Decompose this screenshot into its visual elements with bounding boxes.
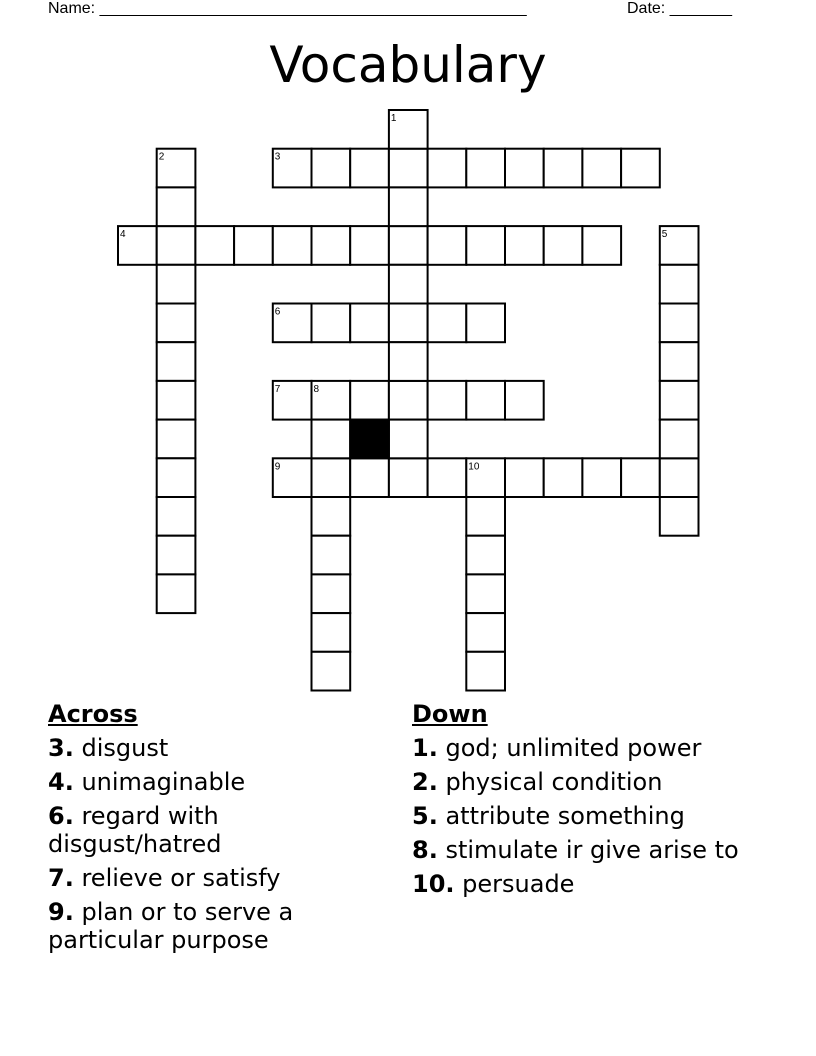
clue-text: plan or to serve a particular purpose	[48, 898, 294, 954]
clue-number: 10.	[412, 870, 455, 898]
grid-cell[interactable]	[389, 381, 428, 420]
across-clue	[48, 864, 388, 892]
grid-cell[interactable]	[582, 149, 621, 188]
grid-cell[interactable]	[389, 342, 428, 381]
grid-cell[interactable]	[505, 149, 544, 188]
grid-cell[interactable]	[157, 381, 196, 420]
grid-cell[interactable]	[389, 304, 428, 343]
grid-cell[interactable]	[157, 342, 196, 381]
grid-cell[interactable]	[350, 149, 389, 188]
grid-cell[interactable]	[428, 149, 467, 188]
clue-number: 4.	[48, 768, 74, 796]
grid-cell[interactable]	[466, 149, 505, 188]
grid-cell[interactable]	[466, 497, 505, 536]
grid-cell[interactable]	[157, 458, 196, 497]
grid-cell[interactable]	[389, 187, 428, 226]
grid-cell[interactable]	[312, 420, 351, 459]
clue-text: stimulate ir give arise to	[445, 836, 739, 864]
grid-cell[interactable]	[312, 497, 351, 536]
black-cell	[350, 420, 389, 459]
grid-cell[interactable]	[350, 304, 389, 343]
grid-cell[interactable]	[234, 226, 273, 265]
grid-cell[interactable]	[389, 226, 428, 265]
grid-cell[interactable]	[466, 226, 505, 265]
clue-text: disgust	[81, 734, 169, 762]
clue-number: 5.	[412, 802, 438, 830]
grid-cell[interactable]	[312, 574, 351, 613]
clue-text: unimaginable	[81, 768, 246, 796]
across-clue	[48, 802, 388, 858]
grid-cell[interactable]	[157, 187, 196, 226]
grid-cell[interactable]	[389, 458, 428, 497]
down-clue	[412, 734, 752, 762]
grid-cell[interactable]	[157, 574, 196, 613]
clue-number: 1.	[412, 734, 438, 762]
grid-cell[interactable]	[312, 304, 351, 343]
grid-cell[interactable]	[157, 536, 196, 575]
cell-number: 9	[274, 461, 281, 473]
grid-cell[interactable]	[466, 536, 505, 575]
clue-text: regard with disgust/hatred	[48, 802, 222, 858]
page-title: Vocabulary	[269, 36, 547, 94]
grid-cell[interactable]	[350, 381, 389, 420]
down-heading: Down	[412, 700, 488, 728]
grid-cell[interactable]	[157, 226, 196, 265]
clue-text: physical condition	[445, 768, 663, 796]
grid-cell[interactable]	[466, 652, 505, 691]
grid-cell[interactable]	[312, 226, 351, 265]
grid-cell[interactable]	[312, 536, 351, 575]
down-clue	[412, 768, 752, 796]
clue-number: 8.	[412, 836, 438, 864]
cell-number: 6	[274, 306, 281, 318]
grid-cell[interactable]	[389, 149, 428, 188]
clue-number: 6.	[48, 802, 74, 830]
grid-cell[interactable]	[660, 304, 699, 343]
down-clue	[412, 870, 752, 898]
cell-number: 3	[274, 151, 281, 163]
cell-number: 8	[313, 383, 320, 395]
grid-cell[interactable]	[544, 458, 583, 497]
across-clue	[48, 734, 388, 762]
down-clue	[412, 836, 752, 864]
grid-cell[interactable]	[195, 226, 234, 265]
grid-cell[interactable]	[157, 265, 196, 304]
grid-cell[interactable]	[428, 458, 467, 497]
clue-text: god; unlimited power	[445, 734, 702, 762]
down-clues	[412, 700, 752, 904]
across-clue	[48, 898, 388, 954]
grid-cell[interactable]	[544, 226, 583, 265]
grid-cell[interactable]	[621, 149, 660, 188]
cell-number: 5	[661, 229, 668, 241]
clue-number: 2.	[412, 768, 438, 796]
grid-cell[interactable]	[466, 304, 505, 343]
name-line: Name: ________________________________________________	[48, 0, 527, 17]
grid-cell[interactable]	[466, 574, 505, 613]
grid-cell[interactable]	[505, 381, 544, 420]
grid-cell[interactable]	[312, 149, 351, 188]
across-clues	[48, 700, 388, 960]
grid-cell[interactable]	[157, 304, 196, 343]
grid-cell[interactable]	[466, 613, 505, 652]
across-heading: Across	[48, 700, 138, 728]
grid-cell[interactable]	[350, 226, 389, 265]
cell-number: 4	[120, 229, 126, 241]
grid-cell[interactable]	[157, 497, 196, 536]
grid-cell[interactable]	[660, 497, 699, 536]
clue-number: 9.	[48, 898, 74, 926]
cell-number: 7	[274, 383, 281, 395]
grid-cell[interactable]	[312, 458, 351, 497]
grid-cell[interactable]	[505, 226, 544, 265]
grid-cell[interactable]	[389, 420, 428, 459]
grid-cell[interactable]	[621, 458, 660, 497]
grid-cell[interactable]	[273, 226, 312, 265]
cell-number: 10	[468, 461, 480, 473]
grid-cell[interactable]	[660, 458, 699, 497]
grid-cell[interactable]	[544, 149, 583, 188]
grid-cell[interactable]	[660, 420, 699, 459]
clue-text: attribute something	[445, 802, 685, 830]
cell-number: 2	[158, 151, 165, 163]
grid-cell[interactable]	[582, 458, 621, 497]
clue-text: persuade	[462, 870, 575, 898]
grid-cell[interactable]	[389, 265, 428, 304]
clue-text: relieve or satisfy	[81, 864, 281, 892]
grid-cell[interactable]	[428, 304, 467, 343]
grid-cell[interactable]	[312, 652, 351, 691]
cell-number: 1	[390, 113, 397, 124]
grid-cell[interactable]	[312, 613, 351, 652]
grid-cell[interactable]	[660, 265, 699, 304]
grid-cell[interactable]	[660, 342, 699, 381]
grid-cell[interactable]	[157, 420, 196, 459]
grid-cell[interactable]	[582, 226, 621, 265]
clue-number: 3.	[48, 734, 74, 762]
grid-cell[interactable]	[350, 458, 389, 497]
clue-number: 7.	[48, 864, 74, 892]
across-clue	[48, 768, 388, 796]
grid-cell[interactable]	[660, 381, 699, 420]
grid-cell[interactable]	[428, 226, 467, 265]
grid-cell[interactable]	[428, 381, 467, 420]
grid-cell[interactable]	[466, 381, 505, 420]
grid-cell[interactable]	[505, 458, 544, 497]
down-clue	[412, 802, 752, 830]
date-line: Date: _______	[627, 0, 732, 17]
